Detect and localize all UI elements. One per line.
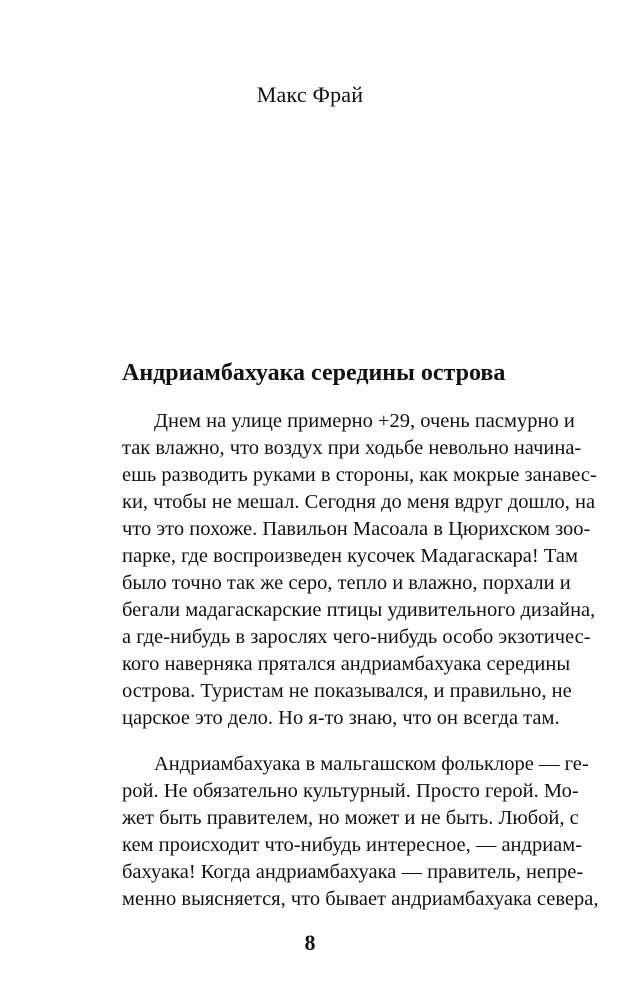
text-line: а где-нибудь в зарослях чего-нибудь особо экзотичес- xyxy=(122,626,591,648)
text-line: ешь разводить руками в стороны, как мокрые занавес- xyxy=(122,464,597,486)
text-line: кого наверняка прятался андриамбахуака середины xyxy=(122,653,571,675)
text-line: жет быть правителем, но может и не быть. Любой, с xyxy=(122,807,579,829)
text-line: острова. Туристам не показывался, и правильно, не xyxy=(122,680,572,702)
text-line: что это похоже. Павильон Масоала в Цюрихском зоо- xyxy=(122,518,591,540)
page-number: 8 xyxy=(304,930,316,955)
chapter-title: Андриамбахуака середины острова xyxy=(122,360,506,386)
running-head-author: Макс Фрай xyxy=(256,82,364,107)
text-line: Андриамбахуака в мальгашском фольклоре — ге- xyxy=(154,753,589,775)
text-line: бегали мадагаскарские птицы удивительного дизайна, xyxy=(122,599,596,621)
text-line: рой. Не обязательно культурный. Просто герой. Мо- xyxy=(122,780,579,802)
text-line: парке, где воспроизведен кусочек Мадагаскара! Там xyxy=(122,545,578,567)
text-line: было точно так же серо, тепло и влажно, порхали и xyxy=(122,572,571,594)
text-line: ки, чтобы не мешал. Сегодня до меня вдруг дошло, на xyxy=(122,491,596,513)
text-line: царское это дело. Но я-то знаю, что он всегда там. xyxy=(122,707,560,729)
text-line: менно выясняется, что бывает андриамбахуака севера, xyxy=(122,888,599,910)
text-line: так влажно, что воздух при ходьбе невольно начина- xyxy=(122,437,582,459)
text-line: Днем на улице примерно +29, очень пасмурно и xyxy=(154,410,575,432)
text-line: бахуака! Когда андриамбахуака — правитель, непре- xyxy=(122,861,584,883)
text-line: кем происходит что-нибудь интересное, — андриам- xyxy=(122,834,583,856)
